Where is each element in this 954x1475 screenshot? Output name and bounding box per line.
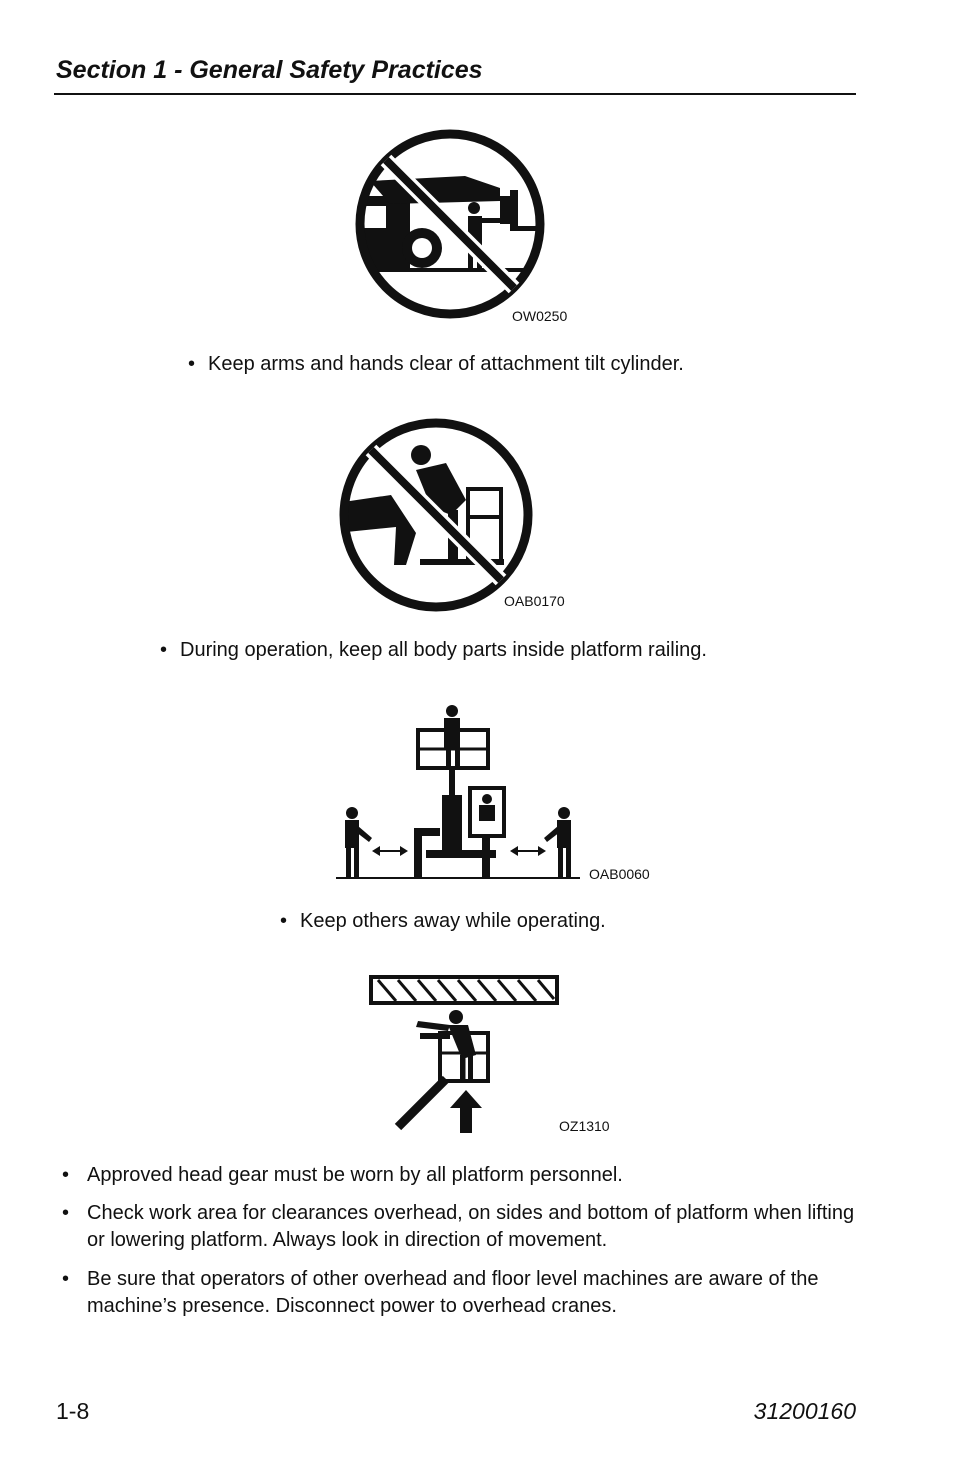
list-item: • Check work area for clearances overhead, on sides and bottom of platform when lifting or lowering platform. Always look in direction of movement. xyxy=(62,1200,858,1254)
figure-code: OZ1310 xyxy=(559,1118,610,1134)
list-item: • Be sure that operators of other overhead and floor level machines are aware of the machine’s presence. Disconnect power to overhead cranes. xyxy=(62,1266,858,1320)
no-hands-near-attachment-tilt-cylinder-icon xyxy=(350,126,550,326)
list-item: • Keep arms and hands clear of attachment tilt cylinder. xyxy=(188,351,788,378)
list-item-text: Approved head gear must be worn by all platform personnel. xyxy=(87,1164,623,1186)
document-number: 31200160 xyxy=(753,1398,856,1424)
list-item-text: During operation, keep all body parts inside platform railing. xyxy=(180,639,707,661)
section-title: Section 1 - General Safety Practices xyxy=(56,56,483,84)
list-item-text: Be sure that operators of other overhead and floor level machines are aware of the machine’s presence. Disconnect power to overhead cranes. xyxy=(87,1268,819,1317)
list-item: • During operation, keep all body parts inside platform railing. xyxy=(160,637,800,664)
figure-code: OAB0060 xyxy=(589,866,650,882)
list-item: • Approved head gear must be worn by all platform personnel. xyxy=(62,1162,858,1189)
list-item-text: Keep arms and hands clear of attachment tilt cylinder. xyxy=(208,353,684,375)
no-leaning-over-platform-railing-icon xyxy=(336,415,536,615)
header-rule xyxy=(54,93,856,95)
figure-code: OAB0170 xyxy=(504,593,565,609)
figure-code: OW0250 xyxy=(512,308,568,324)
page-number: 1-8 xyxy=(56,1398,90,1424)
keep-others-away-icon xyxy=(336,700,586,885)
list-item: • Keep others away while operating. xyxy=(280,908,680,935)
list-item-text: Check work area for clearances overhead, on sides and bottom of platform when lifting or lowering platform. Always look in direction of movement. xyxy=(87,1202,855,1251)
overhead-clearance-icon xyxy=(368,975,560,1135)
list-item-text: Keep others away while operating. xyxy=(300,910,606,932)
